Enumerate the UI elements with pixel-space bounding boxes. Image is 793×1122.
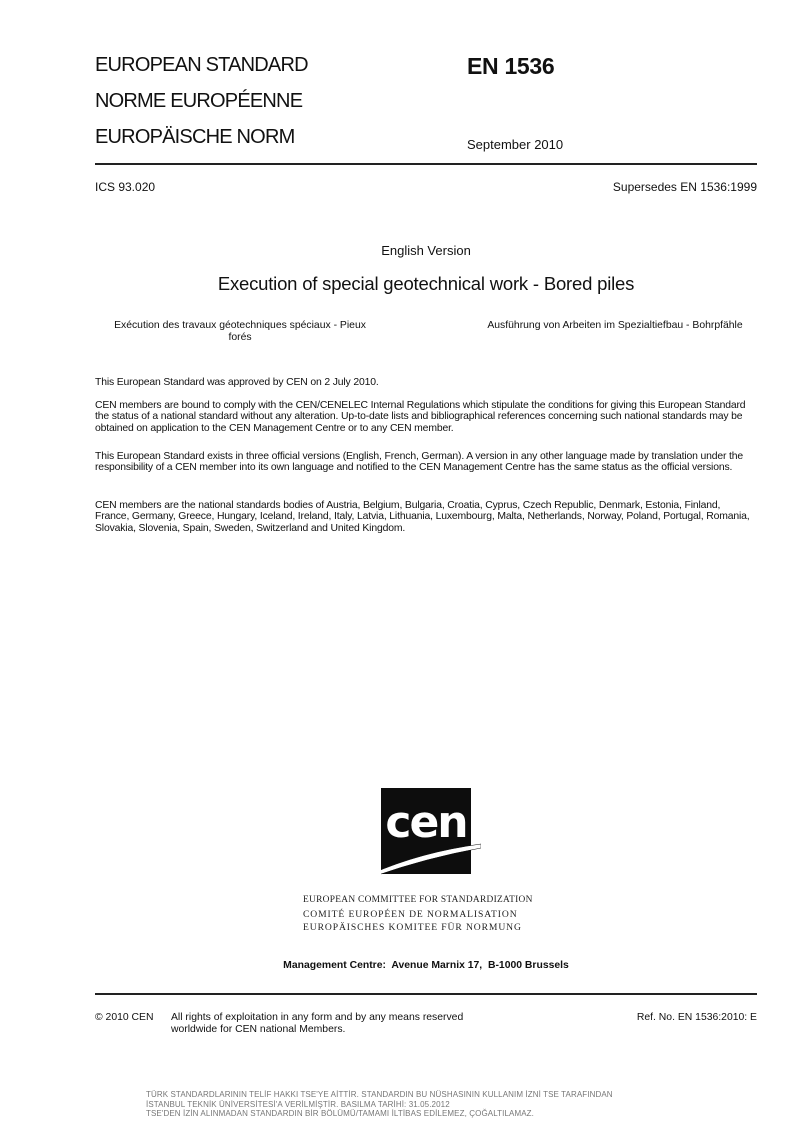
title-french: NORME EUROPÉENNE <box>95 90 303 112</box>
header-divider <box>95 163 757 165</box>
document-title: Execution of special geotechnical work - Bored piles <box>217 273 635 294</box>
alt-title-french <box>95 320 385 343</box>
cen-logo <box>381 788 471 874</box>
license-line-3: TSE'DEN İZİN ALINMADAN STANDARDIN BİR BÖLÜMÜ/TAMAMI İLTİBAS EDİLEMEZ, ÇOĞALTILAMAZ. <box>146 1109 534 1118</box>
title-english: EUROPEAN STANDARD <box>95 54 308 76</box>
ics-code: ICS 93.020 <box>95 180 156 194</box>
rights-line-1: All rights of exploitation in any form and by any means reserved <box>171 1012 464 1023</box>
alt-title-french-line1: Exécution des travaux géotechniques spéciaux - Pieux <box>114 320 366 331</box>
committee-name-french: COMITÉ EUROPÉEN DE NORMALISATION <box>303 908 518 920</box>
alt-title-french-line2: forés <box>228 331 252 343</box>
cen-logo-text: cen <box>385 797 467 848</box>
cen-logo-graphic <box>381 788 481 878</box>
committee-name-german: EUROPÄISCHES KOMITEE FÜR NORMUNG <box>303 921 522 933</box>
standard-number: EN 1536 <box>467 53 555 79</box>
rights-line-2: worldwide for CEN national Members. <box>171 1023 346 1035</box>
copyright: © 2010 CEN <box>95 1012 154 1023</box>
reference-number: Ref. No. EN 1536:2010: E <box>636 1012 757 1023</box>
license-line-2: İSTANBUL TEKNİK ÜNİVERSİTESİ'A VERİLMİŞTİR. BASILMA TARİHİ: 31.05.2012 <box>146 1099 450 1109</box>
members-paragraph: CEN members are the national standards bodies of Austria, Belgium, Bulgaria, Croatia, Cyprus, Czech Republic, Denmark, Estonia, Finland, France, Germany, Greece, Hungary, Iceland, Ireland, Italy, Latvia, Lithuania, Luxembourg, Malta, Netherlands, Norway, Poland, Portugal, Romania, Slovakia, Slovenia, Spain, Sweden, Switzerland and United Kingdom. <box>95 500 750 534</box>
alt-title-german <box>470 320 760 332</box>
publication-date: September 2010 <box>467 137 564 152</box>
compliance-paragraph: CEN members are bound to comply with the CEN/CENELEC Internal Regulations which stipulate the conditions for giving this European Standard the status of a national standard without any alteration. Up-to-date lists and bibliographical references concerning such national standards may be obtained on application to the CEN Management Centre or to any CEN member. <box>95 400 746 434</box>
versions-paragraph: This European Standard exists in three official versions (English, French, German). A version in any other language made by translation under the responsibility of a CEN member into its own language and notified to the CEN Management Centre has the same status as the official versions. <box>95 451 744 474</box>
title-german: EUROPÄISCHE NORM <box>95 126 295 148</box>
supersedes-note: Supersedes EN 1536:1999 <box>612 180 757 194</box>
license-notice <box>146 1090 613 1119</box>
approval-paragraph: This European Standard was approved by CEN on 2 July 2010. <box>95 377 379 388</box>
footer-divider <box>95 993 757 995</box>
committee-name-english: EUROPEAN COMMITTEE FOR STANDARDIZATION <box>303 895 533 906</box>
version-label: English Version <box>381 243 471 258</box>
license-line-1: TÜRK STANDARDLARININ TELİF HAKKI TSE'YE AİTTİR. STANDARDIN BU NÜSHASININ KULLANIM İZNİ TSE TARAFINDAN <box>146 1090 613 1099</box>
rights-statement <box>171 1012 463 1035</box>
management-centre-address: Management Centre: Avenue Marnix 17, B-1000 Brussels <box>283 960 569 971</box>
alt-title-german-text: Ausführung von Arbeiten im Spezialtiefbau - Bohrpfähle <box>487 320 743 331</box>
